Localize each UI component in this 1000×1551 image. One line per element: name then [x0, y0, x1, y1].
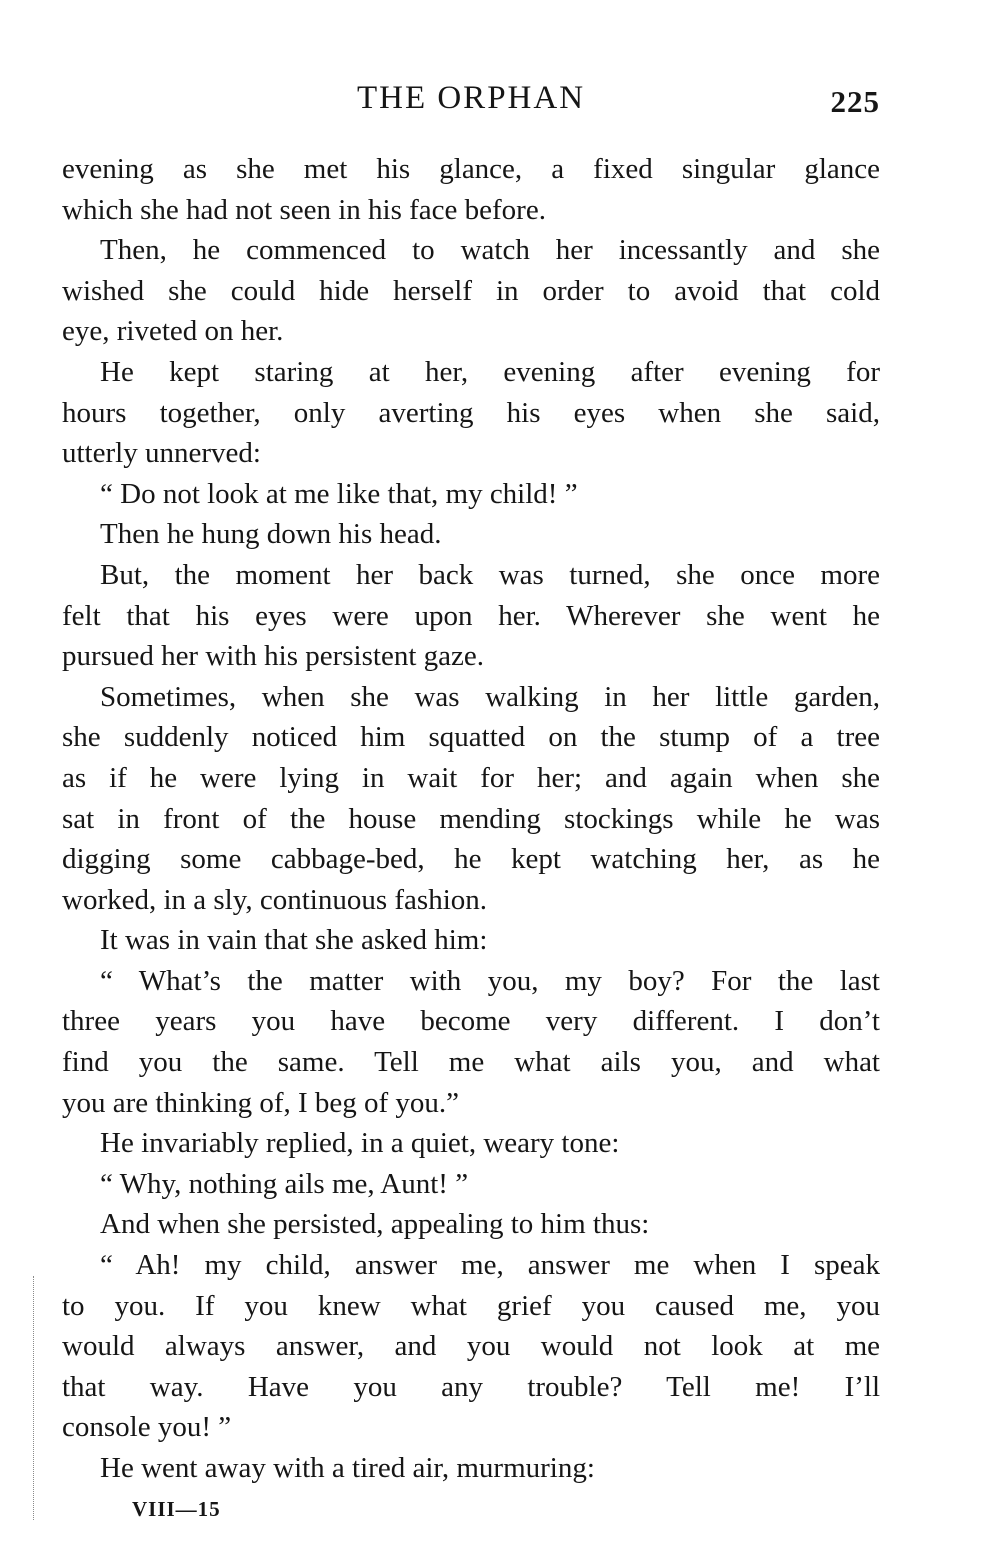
- text-line: to you. If you knew what grief you caused me, you: [62, 1289, 880, 1322]
- text-line: you are thinking of, I beg of you.”: [62, 1086, 460, 1119]
- text-line: eye, riveted on her.: [62, 315, 284, 348]
- text-line: He kept staring at her, evening after evening for: [100, 355, 880, 388]
- text-line: wished she could hide herself in order to avoid that cold: [62, 274, 880, 307]
- running-title: THE ORPHAN: [356, 80, 586, 116]
- text-line: Then he hung down his head.: [100, 518, 442, 551]
- text-line: worked, in a sly, continuous fashion.: [62, 883, 488, 916]
- text-line: “ Why, nothing ails me, Aunt! ”: [100, 1167, 469, 1200]
- text-line: three years you have become very different. I don’t: [62, 1005, 880, 1038]
- text-line: evening as she met his glance, a fixed singular glance: [62, 153, 880, 185]
- signature-mark: VIII—15: [132, 1497, 221, 1521]
- text-line: Then, he commenced to watch her incessantly and she: [100, 234, 880, 267]
- text-line: “ Do not look at me like that, my child! ”: [100, 477, 578, 510]
- text-line: “ Ah! my child, answer me, answer me when I speak: [100, 1249, 880, 1282]
- text-line: she suddenly noticed him squatted on the stump of a tree: [62, 721, 880, 754]
- text-line: It was in vain that she asked him:: [100, 924, 488, 957]
- text-line: console you! ”: [62, 1411, 232, 1444]
- text-line: find you the same. Tell me what ails you, and what: [62, 1046, 880, 1079]
- text-line: as if he were lying in wait for her; and again when she: [62, 761, 880, 794]
- text-line: And when she persisted, appealing to him thus:: [100, 1208, 650, 1241]
- running-head: [62, 78, 880, 122]
- text-line: “ What’s the matter with you, my boy? For the last: [100, 964, 880, 997]
- text-line: He went away with a tired air, murmuring:: [100, 1452, 595, 1484]
- text-line: digging some cabbage-bed, he kept watching her, as he: [62, 843, 880, 876]
- text-line: He invariably replied, in a quiet, weary tone:: [100, 1127, 620, 1160]
- text-line: felt that his eyes were upon her. Wherever she went he: [62, 599, 880, 632]
- text-line: which she had not seen in his face before.: [62, 193, 546, 226]
- text-line: would always answer, and you would not look at me: [62, 1330, 880, 1363]
- text-line: pursued her with his persistent gaze.: [62, 640, 485, 673]
- text-line: But, the moment her back was turned, she once more: [100, 558, 880, 591]
- text-line: hours together, only averting his eyes when she said,: [62, 396, 880, 429]
- margin-rule: [33, 1276, 34, 1520]
- page-number: 225: [830, 84, 880, 119]
- text-line: utterly unnerved:: [62, 437, 261, 470]
- body-text: [62, 149, 880, 1489]
- text-line: that way. Have you any trouble? Tell me! I’ll: [62, 1370, 880, 1403]
- text-line: sat in front of the house mending stockings while he was: [62, 802, 880, 835]
- text-line: Sometimes, when she was walking in her little garden,: [100, 680, 880, 713]
